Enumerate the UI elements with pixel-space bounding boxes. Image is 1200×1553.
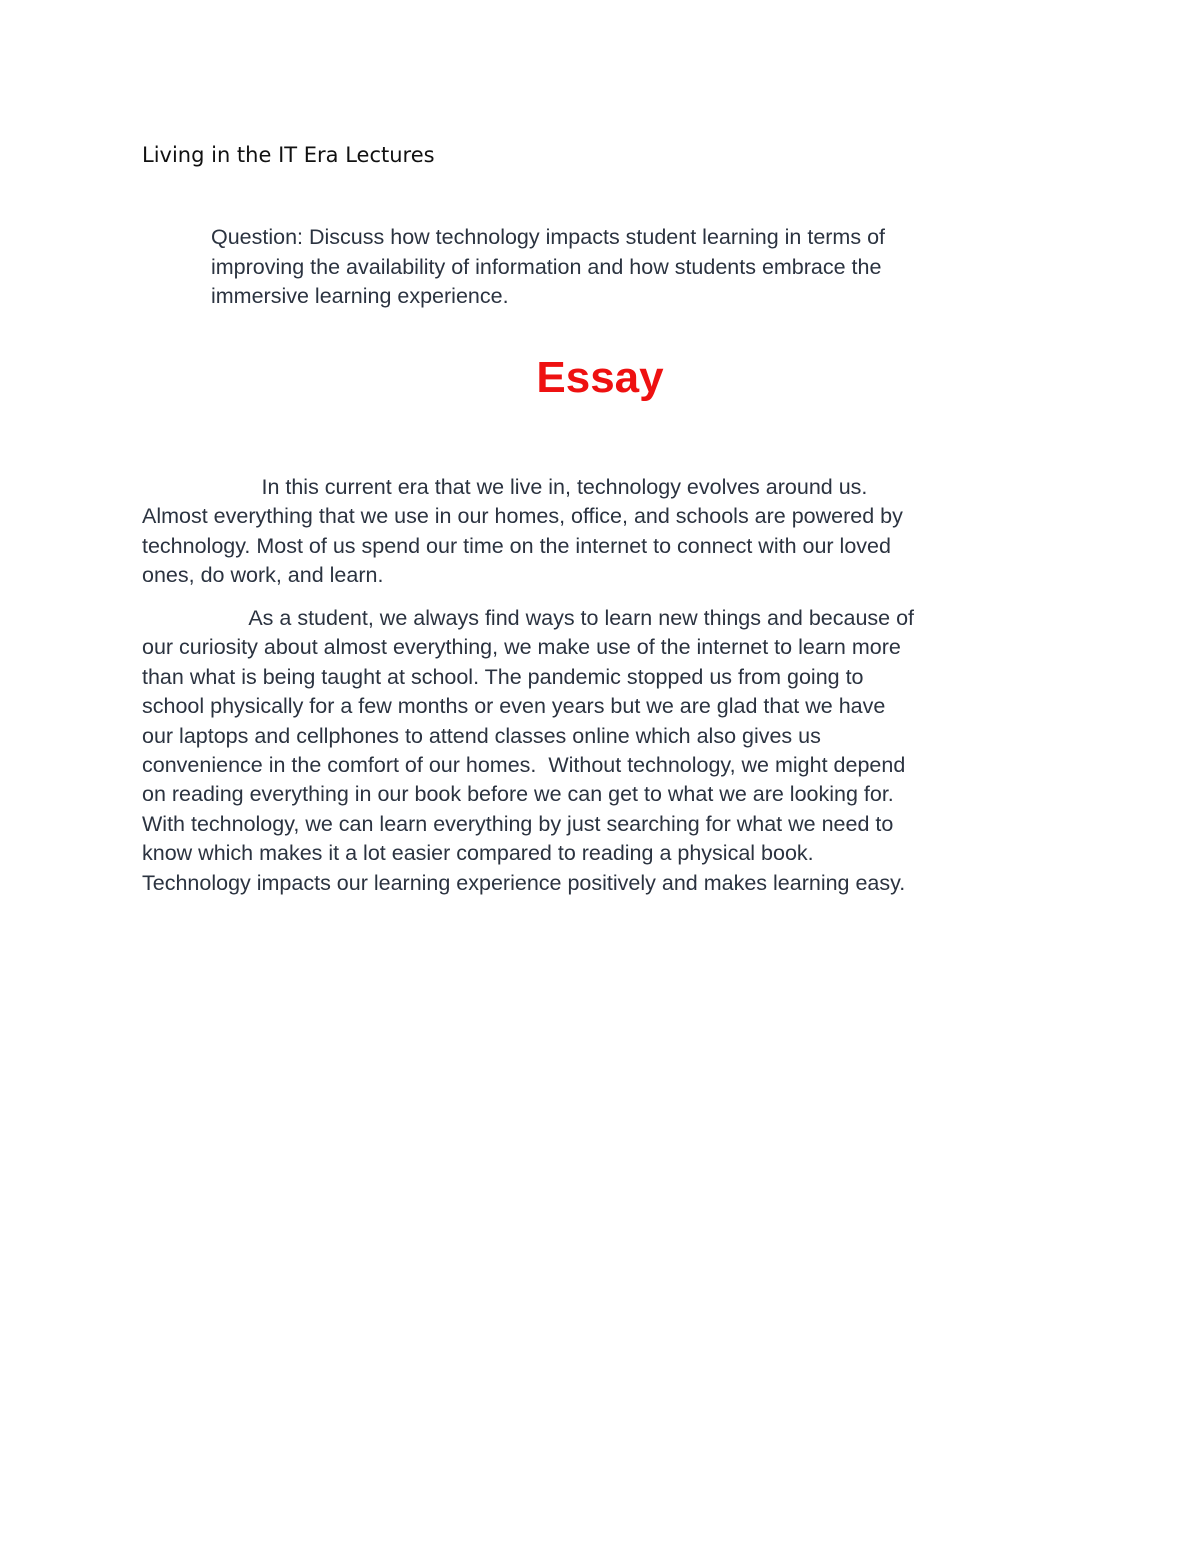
paragraph-line: our curiosity about almost everything, we make use of the internet to learn more	[142, 635, 901, 660]
paragraph-line: than what is being taught at school. The pandemic stopped us from going to	[142, 664, 864, 689]
document-header: Living in the IT Era Lectures	[142, 143, 435, 167]
paragraph-line: convenience in the comfort of our homes. Without technology, we might depend	[142, 753, 906, 778]
paragraph-line: school physically for a few months or even years but we are glad that we have	[142, 694, 886, 719]
question-line: improving the availability of information and how students embrace the	[211, 254, 882, 279]
paragraph-line: know which makes it a lot easier compared to reading a physical book.	[142, 841, 814, 866]
paragraph-line: technology. Most of us spend our time on the internet to connect with our loved	[142, 533, 891, 558]
paragraph-line: Almost everything that we use in our homes, office, and schools are powered by	[142, 504, 903, 529]
paragraph-line: Technology impacts our learning experience positively and makes learning easy.	[142, 870, 906, 895]
paragraph-line: As a student, we always find ways to learn new things and because of	[142, 606, 915, 630]
paragraph-line: ones, do work, and learn.	[142, 563, 384, 588]
essay-title: Essay	[536, 353, 664, 402]
question-line: immersive learning experience.	[211, 284, 509, 308]
paragraph-line: In this current era that we live in, technology evolves around us.	[142, 475, 868, 499]
paragraph-line: on reading everything in our book before we can get to what we are looking for.	[142, 782, 894, 807]
question-line: Question: Discuss how technology impacts student learning in terms of	[211, 225, 885, 249]
paragraph-line: With technology, we can learn everything by just searching for what we need to	[142, 811, 894, 836]
essay-paragraph-2	[142, 604, 1092, 898]
essay-paragraph-1	[142, 473, 1092, 591]
essay-question	[211, 223, 1091, 312]
paragraph-line: our laptops and cellphones to attend classes online which also gives us	[142, 723, 821, 748]
